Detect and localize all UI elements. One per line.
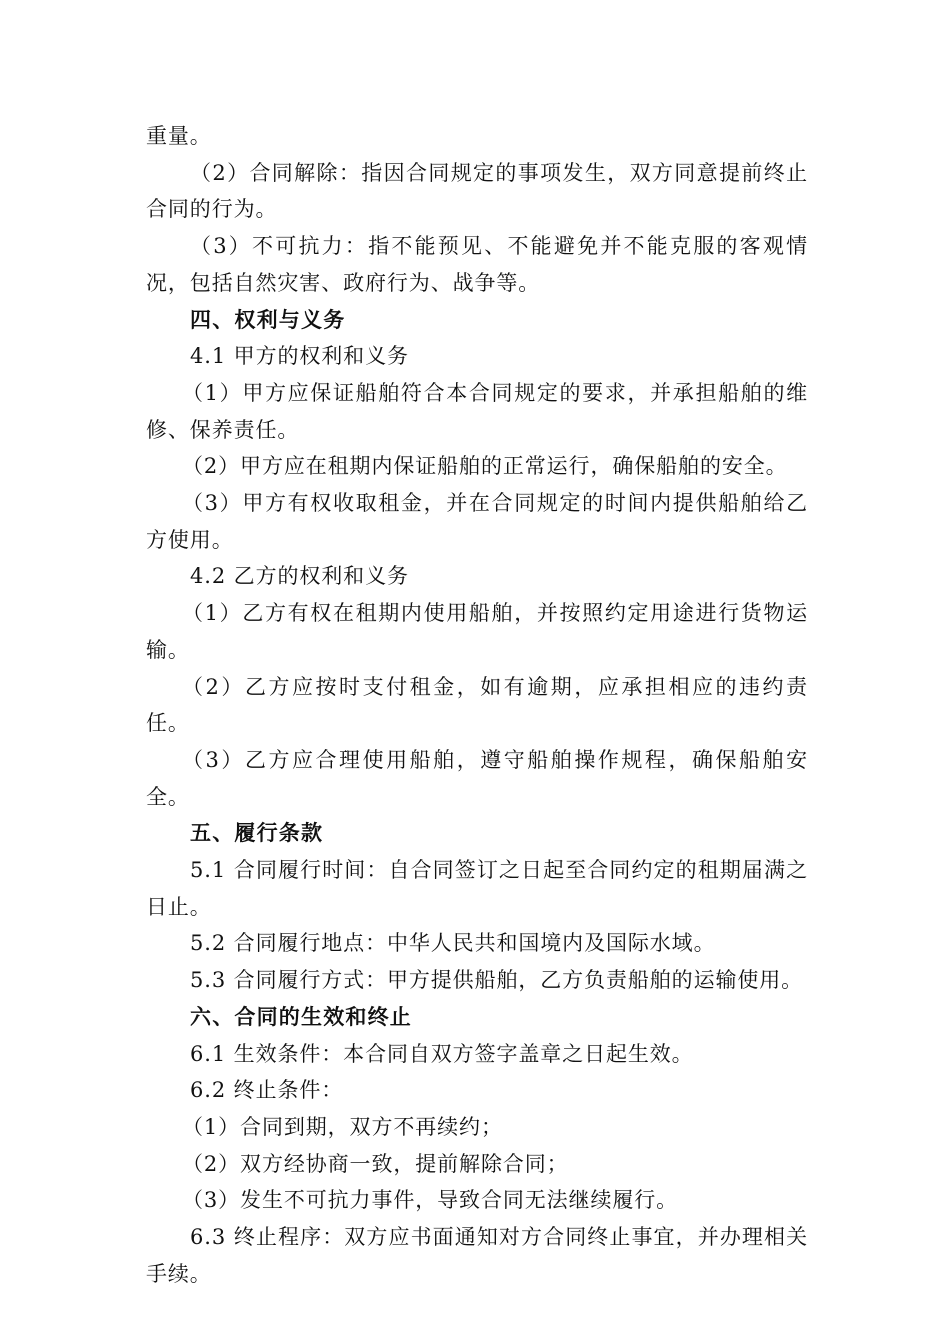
paragraph-party-b-item-2: （2）乙方应按时支付租金，如有逾期，应承担相应的违约责任。 [146,674,808,736]
paragraph-termination-procedure: 6.3 终止程序：双方应书面通知对方合同终止事宜，并办理相关手续。 [146,1225,808,1286]
paragraph-definition-termination: （2）合同解除：指因合同规定的事项发生，双方同意提前终止合同的行为。 [146,160,808,222]
paragraph-termination-item-1: （1）合同到期，双方不再续约； [182,1114,503,1139]
paragraph-termination-conditions: 6.2 终止条件： [190,1078,344,1103]
subsection-heading-party-a: 4.1 甲方的权利和义务 [190,344,409,369]
paragraph-party-b-item-1: （1）乙方有权在租期内使用船舶，并按照约定用途进行货物运输。 [146,601,808,662]
section-heading-performance: 五、履行条款 [190,821,324,846]
paragraph-performance-time: 5.1 合同履行时间：自合同签订之日起至合同约定的租期届满之日止。 [146,858,808,919]
paragraph-termination-item-3: （3）发生不可抗力事件，导致合同无法继续履行。 [182,1188,679,1213]
document-body [146,118,808,1293]
paragraph-continuation: 重量。 [146,124,212,148]
subsection-heading-party-b: 4.2 乙方的权利和义务 [190,564,409,589]
paragraph-party-b-item-3: （3）乙方应合理使用船舶，遵守船舶操作规程，确保船舶安全。 [146,747,808,809]
paragraph-party-a-item-2: （2）甲方应在租期内保证船舶的正常运行，确保船舶的安全。 [182,454,788,479]
paragraph-party-a-item-1: （1）甲方应保证船舶符合本合同规定的要求，并承担船舶的维修、保养责任。 [146,380,808,442]
paragraph-performance-method: 5.3 合同履行方式：甲方提供船舶，乙方负责船舶的运输使用。 [190,968,804,993]
paragraph-effective-conditions: 6.1 生效条件：本合同自双方签字盖章之日起生效。 [190,1041,694,1066]
section-heading-effect-termination: 六、合同的生效和终止 [190,1004,412,1029]
section-heading-rights-obligations: 四、权利与义务 [190,307,346,332]
paragraph-definition-force-majeure: （3）不可抗力：指不能预见、不能避免并不能克服的客观情况，包括自然灾害、政府行为、战争等。 [146,234,808,295]
paragraph-termination-item-2: （2）双方经协商一致，提前解除合同； [182,1151,569,1176]
paragraph-performance-place: 5.2 合同履行地点：中华人民共和国境内及国际水域。 [190,931,716,956]
paragraph-party-a-item-3: （3）甲方有权收取租金，并在合同规定的时间内提供船舶给乙方使用。 [146,491,808,552]
